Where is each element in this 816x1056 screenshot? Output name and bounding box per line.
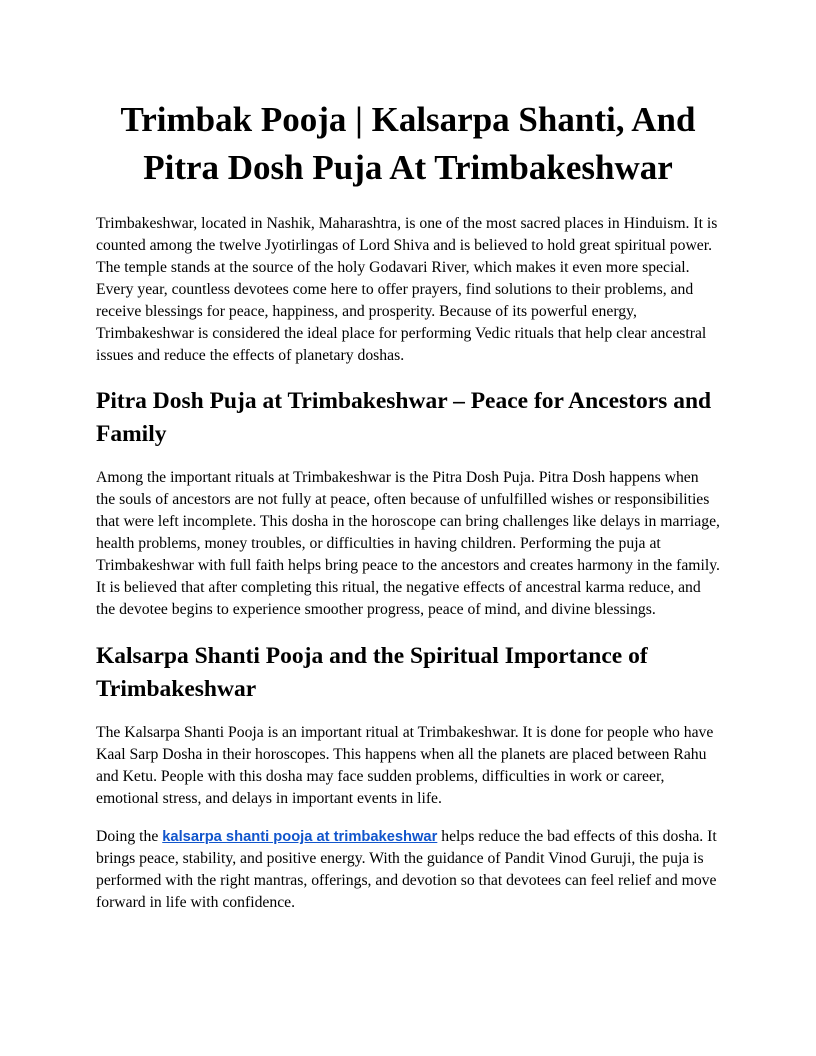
intro-paragraph: Trimbakeshwar, located in Nashik, Maharashtra, is one of the most sacred places in Hinduism. It is counted among the twelve Jyotirlingas of Lord Shiva and is believed to hold great spiritual power. The temple stands at the source of the holy Godavari River, which makes it even more special. Every year, countless devotees come here to offer prayers, find solutions to their problems, and receive blessings for peace, happiness, and prosperity. Because of its powerful energy, Trimbakeshwar is considered the ideal place for performing Vedic rituals that help clear ancestral issues and reduce the effects of planetary doshas.: [96, 215, 718, 364]
kalsarpa-paragraph-1: The Kalsarpa Shanti Pooja is an important ritual at Trimbakeshwar. It is done for people who have Kaal Sarp Dosha in their horoscopes. This happens when all the planets are placed between Rahu and Ketu. People with this dosha may face sudden problems, difficulties in work or career, emotional stress, and delays in important events in life.: [96, 724, 714, 807]
page-title: Trimbak Pooja | Kalsarpa Shanti, And Pitra Dosh Puja At Trimbakeshwar: [120, 100, 696, 187]
kalsarpa-shanti-link[interactable]: kalsarpa shanti pooja at trimbakeshwar: [162, 829, 438, 845]
section-heading-pitra-dosh: Pitra Dosh Puja at Trimbakeshwar – Peace for Ancestors and Family: [96, 388, 712, 447]
section-heading-kalsarpa: Kalsarpa Shanti Pooja and the Spiritual Importance of Trimbakeshwar: [96, 643, 648, 702]
document-page: [96, 96, 720, 914]
paragraph-text-after-link: helps reduce the bad effects of this dosha. It brings peace, stability, and positive energy. With the guidance of Pandit Vinod Guruji, the puja is performed with the right mantras, offerings, and devotion so that devotees can feel relief and move forward in life with confidence.: [96, 828, 717, 911]
kalsarpa-paragraph-2: [96, 826, 720, 914]
paragraph-text-before-link: Doing the: [96, 828, 163, 845]
pitra-dosh-paragraph: Among the important rituals at Trimbakeshwar is the Pitra Dosh Puja. Pitra Dosh happens when the souls of ancestors are not fully at peace, often because of unfulfilled wishes or responsibilities that were left incomplete. This dosha in the horoscope can bring challenges like delays in marriage, health problems, money troubles, or difficulties in having children. Performing the puja at Trimbakeshwar with full faith helps bring peace to the ancestors and creates harmony in the family. It is believed that after completing this ritual, the negative effects of ancestral karma reduce, and the devotee begins to experience smoother progress, peace of mind, and divine blessings.: [96, 469, 720, 618]
